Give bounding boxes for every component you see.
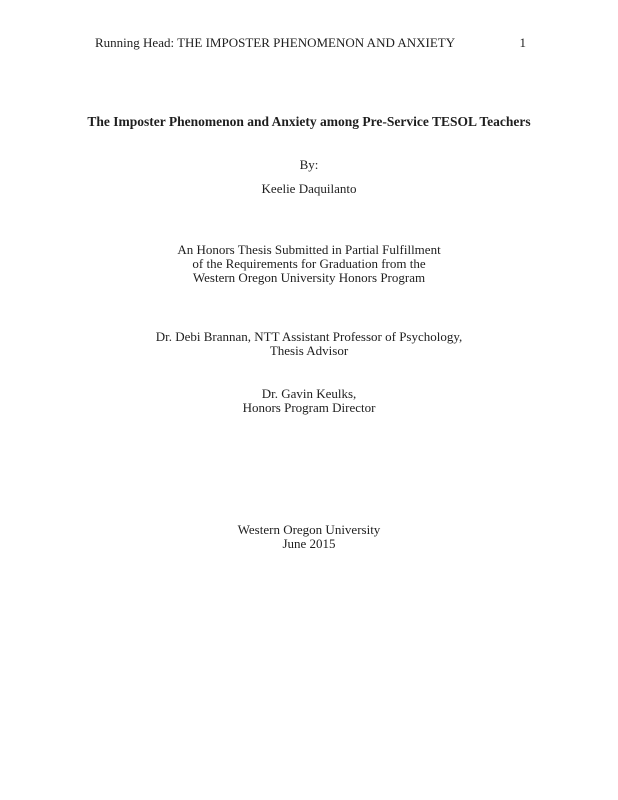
thesis-statement bbox=[0, 243, 618, 285]
running-head: Running Head: THE IMPOSTER PHENOMENON AND ANXIETY bbox=[95, 35, 456, 50]
page-number: 1 bbox=[519, 35, 526, 50]
advisor-name-title: Dr. Debi Brannan, NTT Assistant Professor of Psychology, bbox=[155, 329, 463, 344]
institution-name: Western Oregon University bbox=[237, 522, 381, 537]
document-title: The Imposter Phenomenon and Anxiety among Pre-Service TESOL Teachers bbox=[87, 114, 531, 129]
director-name: Dr. Gavin Keulks, bbox=[261, 386, 357, 401]
advisor-role: Thesis Advisor bbox=[269, 343, 349, 358]
institution-footer bbox=[0, 523, 618, 551]
thesis-statement-line: Western Oregon University Honors Program bbox=[192, 270, 426, 285]
thesis-statement-line: of the Requirements for Graduation from the bbox=[192, 256, 426, 271]
publication-date: June 2015 bbox=[282, 536, 336, 551]
author-name: Keelie Daquilanto bbox=[261, 181, 357, 196]
page-header bbox=[95, 36, 526, 50]
thesis-statement-line: An Honors Thesis Submitted in Partial Fulfillment bbox=[177, 242, 441, 257]
program-director bbox=[0, 387, 618, 415]
thesis-advisor bbox=[0, 330, 618, 358]
director-role: Honors Program Director bbox=[242, 400, 376, 415]
by-label: By: bbox=[299, 157, 319, 172]
